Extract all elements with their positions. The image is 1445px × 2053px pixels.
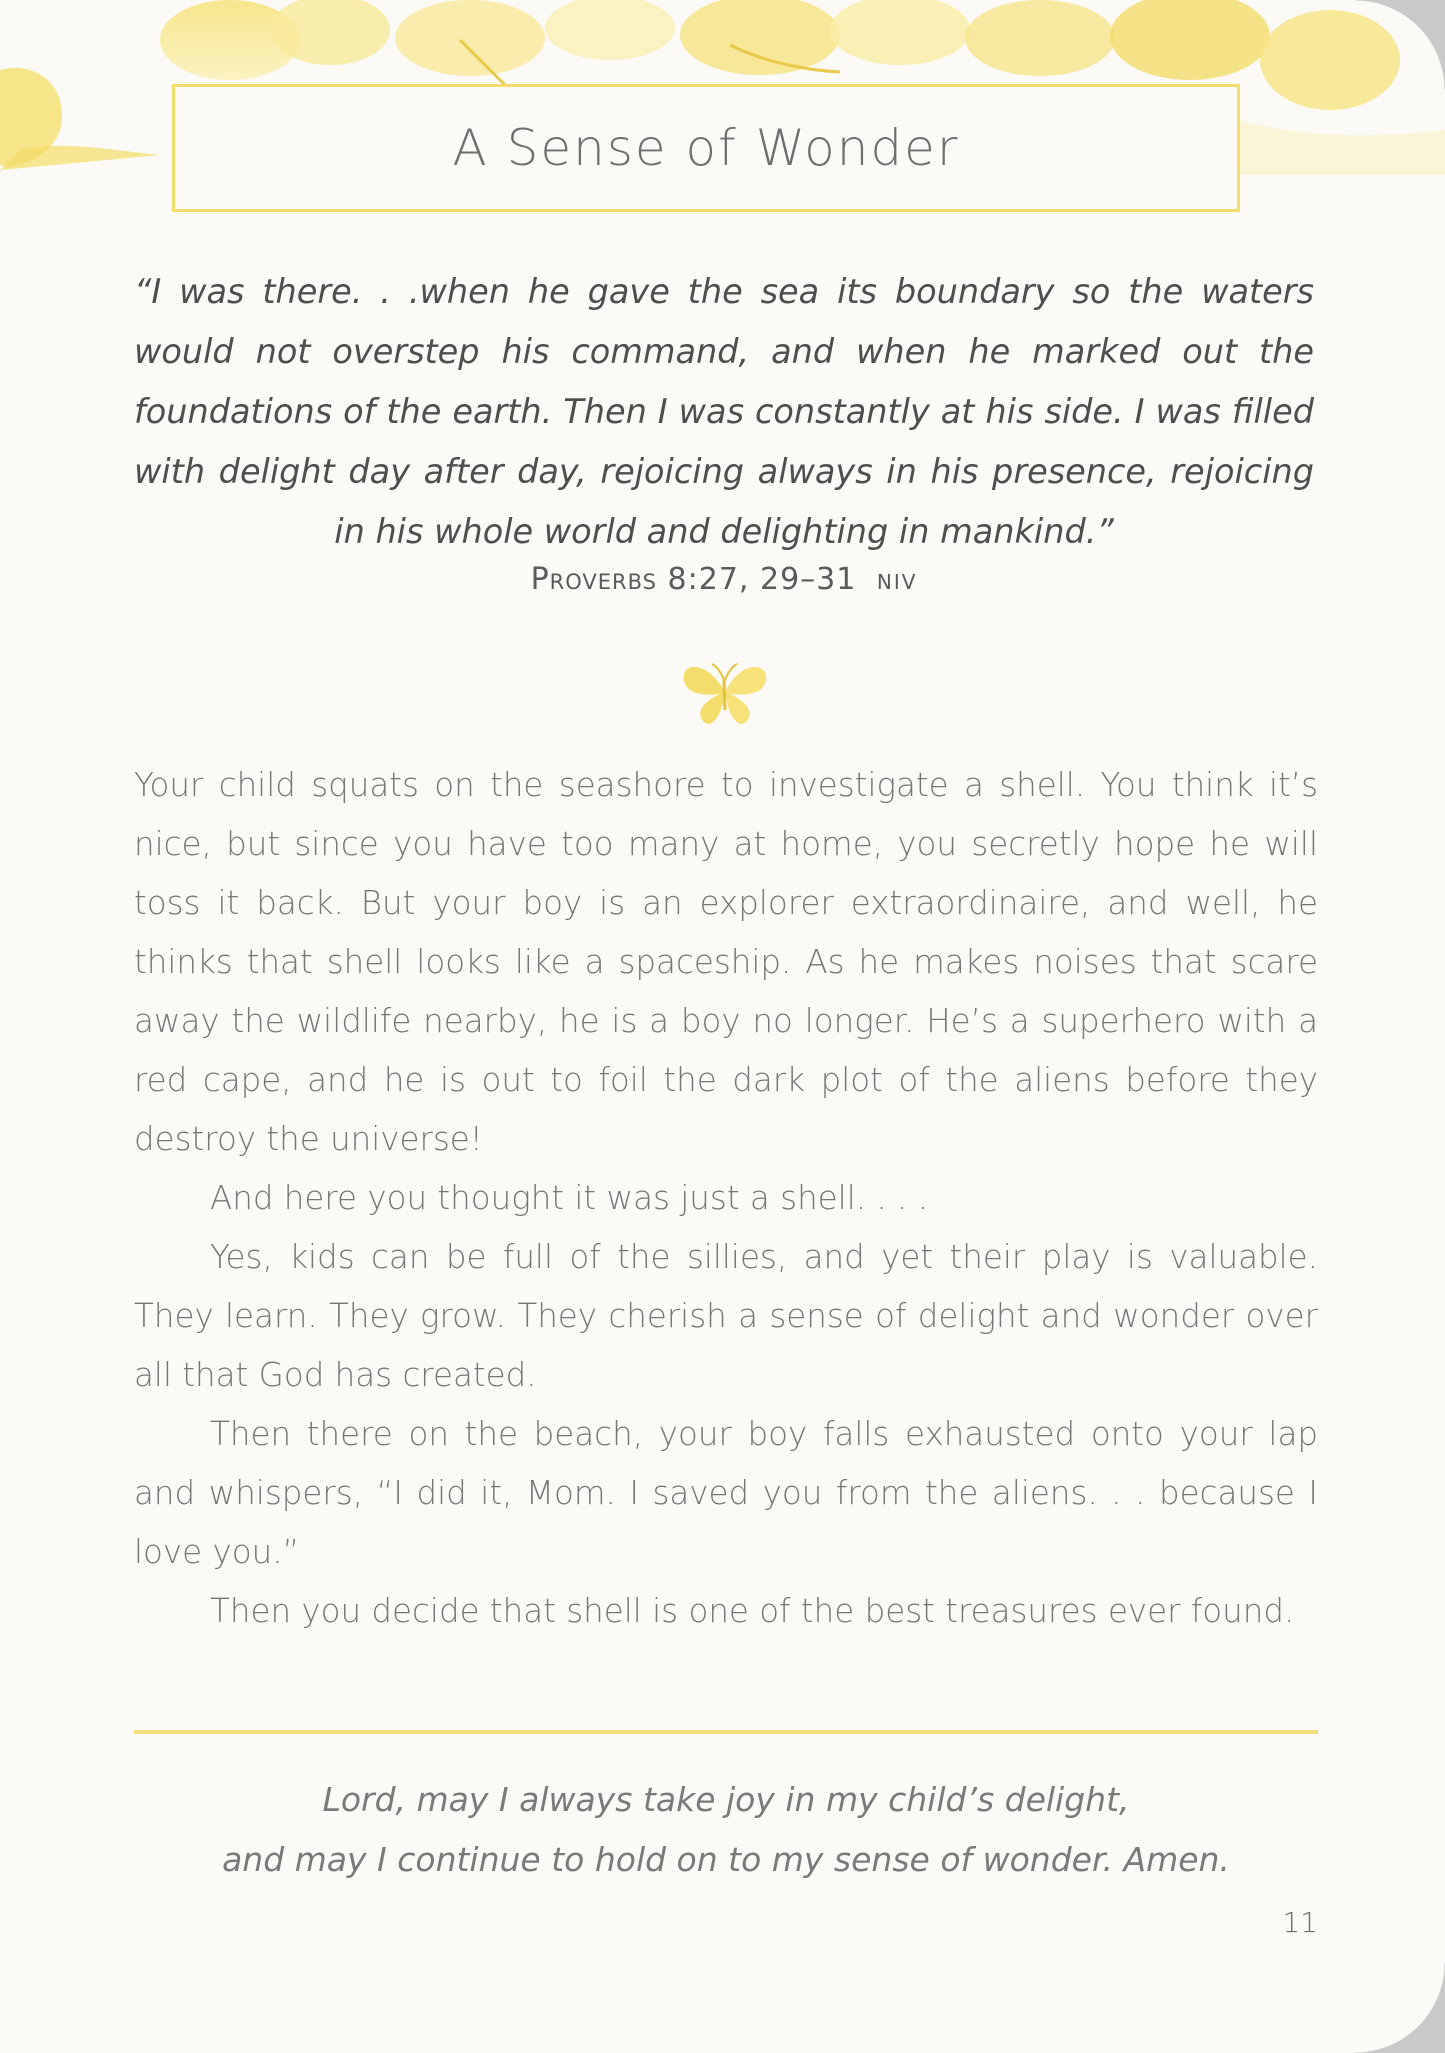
devotional-body xyxy=(134,756,1318,1641)
reference-verses: 8:27, 29–31 xyxy=(667,562,857,597)
page-corner xyxy=(1355,0,1445,90)
prayer-line: Lord, may I always take joy in my child’s delight, xyxy=(322,1780,1130,1819)
title-box xyxy=(172,84,1240,212)
prayer-line: and may I continue to hold on to my sense of wonder. Amen. xyxy=(222,1840,1230,1879)
scripture-quote: “I was there. . .when he gave the sea its boundary so the waters would not overstep his command, and when he marked out the foundations of the earth. Then I was constantly at his side. I was filled with delight day after day, rejoicing always in his presence, rejoicing in his whole world and delighting in mankind.” xyxy=(134,272,1314,551)
page-corner xyxy=(1355,1963,1445,2053)
body-paragraph: Then you decide that shell is one of the best treasures ever found. xyxy=(210,1592,1295,1630)
page-number: 11 xyxy=(1282,1906,1318,1939)
butterfly-icon xyxy=(676,650,772,732)
reference-book: Proverbs xyxy=(530,562,657,597)
closing-prayer xyxy=(134,1770,1318,1890)
reference-version: NIV xyxy=(876,570,918,594)
body-paragraph: Yes, kids can be full of the sillies, and yet their play is valuable. They learn. They grow. They cherish a sense of delight and wonder over all that God has created. xyxy=(134,1238,1318,1394)
section-divider xyxy=(134,1730,1318,1734)
page-title: A Sense of Wonder xyxy=(452,119,960,177)
scripture-reference xyxy=(134,562,1314,597)
body-paragraph: And here you thought it was just a shell. . . . xyxy=(210,1179,929,1217)
body-paragraph: Your child squats on the seashore to investigate a shell. You think it’s nice, but since you have too many at home, you secretly hope he will toss it back. But your boy is an explorer extraordinaire, and well, he thinks that shell looks like a spaceship. As he makes noises that scare away the wildlife nearby, he is a boy no longer. He’s a superhero with a red cape, and he is out to foil the dark plot of the aliens before they destroy the universe! xyxy=(134,766,1318,1158)
body-paragraph: Then there on the beach, your boy falls exhausted onto your lap and whispers, “I did it, Mom. I saved you from the aliens. . . because I love you.” xyxy=(134,1415,1318,1571)
